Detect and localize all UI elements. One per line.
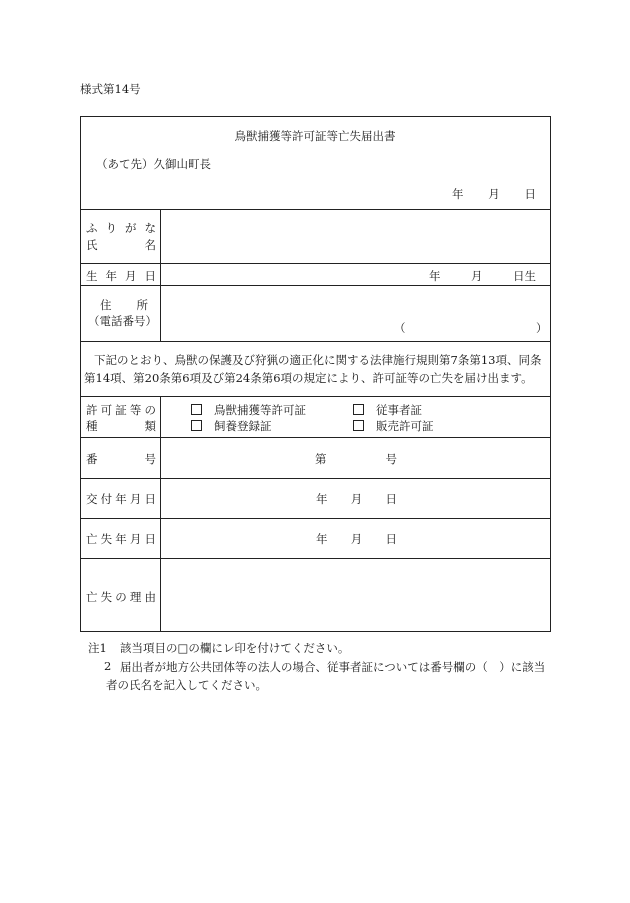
note-2-number: 2 xyxy=(104,659,112,673)
date-month-label: 月 xyxy=(488,187,500,201)
row-divider xyxy=(80,558,551,559)
permit-option-breeding-registration[interactable]: 飼養登録証 xyxy=(191,418,272,434)
issue-date-value: 年 月 日 xyxy=(316,492,397,506)
checkbox-icon[interactable] xyxy=(191,420,202,431)
date-day-label: 日 xyxy=(524,187,536,201)
loss-reason-label: 亡 失 の 理 由 xyxy=(86,590,156,604)
row-divider xyxy=(80,209,551,210)
row-divider xyxy=(80,518,551,519)
note-1-number: 注1 xyxy=(88,641,107,655)
note-1-text: 該当項目の□の欄にレ印を付けてください。 xyxy=(120,641,350,655)
row-divider xyxy=(80,478,551,479)
note-2-text-line-1: 届出者が地方公共団体等の法人の場合、従事者証については番号欄の（ ）に該当 xyxy=(120,660,546,674)
statement-line-2: 第14項、第20条第6項及び第24条第6項の規定により、許可証等の亡失を届け出ます。 xyxy=(84,371,533,385)
loss-date-label: 亡 失 年 月 日 xyxy=(86,532,156,546)
permit-option-hunting-permit[interactable]: 鳥獣捕獲等許可証 xyxy=(191,402,306,418)
row-divider xyxy=(80,437,551,438)
phone-paren-close: ） xyxy=(536,321,548,335)
issue-date-label: 交 付 年 月 日 xyxy=(86,492,156,506)
number-value: 第 号 xyxy=(315,452,397,466)
loss-date-value: 年 月 日 xyxy=(316,532,397,546)
permit-type-label-line2: 種 類 xyxy=(86,419,156,433)
checkbox-icon[interactable] xyxy=(353,404,364,415)
form-title: 鳥獣捕獲等許可証等亡失届出書 xyxy=(234,129,396,143)
phone-label: （電話番号） xyxy=(88,314,157,328)
phone-paren-open: （ xyxy=(394,321,406,335)
date-year-label: 年 xyxy=(452,187,464,201)
row-divider xyxy=(80,341,551,342)
form-number: 様式第14号 xyxy=(80,82,141,96)
birth-date-label: 生 年 月 日 xyxy=(86,269,156,283)
checkbox-icon[interactable] xyxy=(191,404,202,415)
number-label: 番 号 xyxy=(86,452,156,466)
row-divider xyxy=(80,285,551,286)
date-header xyxy=(452,186,536,202)
label-column-divider xyxy=(160,209,161,341)
furigana-label: ふ り が な xyxy=(86,221,156,235)
permit-option-sales-permit[interactable]: 販売許可証 xyxy=(353,418,434,434)
row-divider xyxy=(80,263,551,264)
row-divider xyxy=(80,396,551,397)
name-label: 氏 名 xyxy=(86,238,156,252)
permit-type-label-line1: 許 可 証 等 の xyxy=(86,403,156,417)
addressee: （あて先）久御山町長 xyxy=(96,157,211,171)
statement-line-1: 下記のとおり、鳥獣の保護及び狩猟の適正化に関する法律施行規則第7条第13項、同条 xyxy=(94,353,542,367)
birth-date-value: 年 月 日生 xyxy=(429,269,536,283)
label-column-divider xyxy=(160,396,161,632)
permit-option-worker-certificate[interactable]: 従事者証 xyxy=(353,402,422,418)
checkbox-icon[interactable] xyxy=(353,420,364,431)
note-2-text-line-2: 者の氏名を記入してください。 xyxy=(106,678,267,692)
address-label: 住 所 xyxy=(100,298,148,312)
